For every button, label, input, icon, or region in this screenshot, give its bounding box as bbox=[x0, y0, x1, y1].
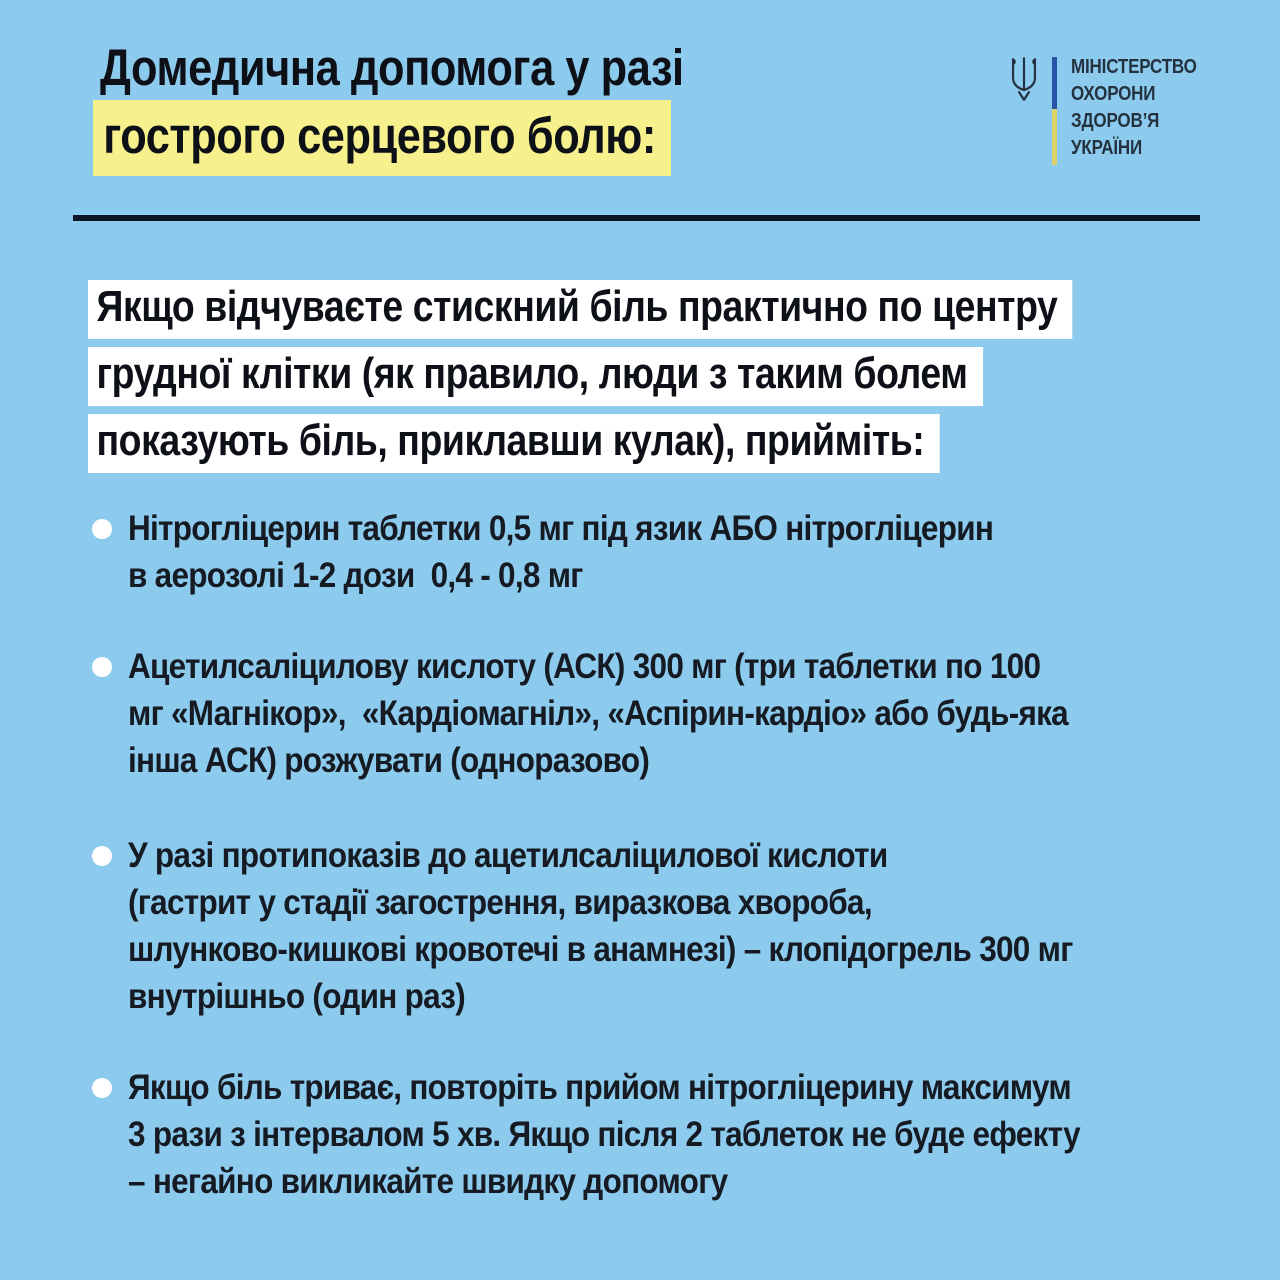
intro-text bbox=[88, 280, 1246, 481]
page-title-line-1 bbox=[100, 40, 787, 96]
trident-icon bbox=[1006, 56, 1042, 102]
logo-text-line: МІНІСТЕРСТВО bbox=[1071, 56, 1197, 78]
bullet-dot-icon bbox=[92, 657, 112, 677]
page-title-line-1-text: Домедична допомога у разі bbox=[100, 39, 684, 96]
logo-text-line: ЗДОРОВ’Я bbox=[1071, 110, 1160, 132]
logo-text bbox=[1071, 54, 1219, 165]
list-item-text: Ацетилсаліцилову кислоту (АСК) 300 мг (три таблетки по 100 мг «Магнікор», «Кардіомагніл», «Аспірин-кардіо» або будь-яка інша АСК) розжувати (одноразово) bbox=[128, 647, 1068, 780]
bullet-dot-icon bbox=[92, 1078, 112, 1098]
title-yellow-highlight: гострого серцевого болю: bbox=[93, 100, 671, 176]
logo-text-line: ОХОРОНИ bbox=[1071, 83, 1156, 105]
intro-line: грудної клітки (як правило, люди з таким болем bbox=[88, 347, 1246, 406]
intro-line: Якщо відчуваєте стискний біль практично по центру bbox=[88, 280, 1246, 339]
list-item-nitroglycerin bbox=[92, 505, 1212, 599]
logo-text-line: УКРАЇНИ bbox=[1071, 137, 1143, 159]
bullet-dot-icon bbox=[92, 519, 112, 539]
intro-line: показують біль, приклавши кулак), прийміть: bbox=[88, 414, 1246, 473]
list-item-text: Нітрогліцерин таблетки 0,5 мг під язик АБО нітрогліцерин в аерозолі 1-2 дози 0,4 - 0,8 мг bbox=[128, 509, 994, 595]
list-item-text: У разі протипоказів до ацетилсаліцилової кислоти (гастрит у стадії загострення, виразкова хвороба, шлунково-кишкові кровотечі в анамнезі) – клопідогрель 300 мг внутрішньо (один раз) bbox=[128, 836, 1073, 1016]
bullet-dot-icon bbox=[92, 846, 112, 866]
list-item-text: Якщо біль триває, повторіть прийом нітрогліцерину максимум 3 рази з інтервалом 5 хв. Якщо після 2 таблеток не буде ефекту – негайно викликайте швидку допомогу bbox=[128, 1068, 1080, 1201]
page-title bbox=[100, 39, 787, 164]
moz-ukraine-logo bbox=[1006, 52, 1219, 165]
list-item-clopidogrel bbox=[92, 832, 1212, 1020]
list-item-aspirin bbox=[92, 643, 1212, 784]
logo-divider-bar bbox=[1052, 57, 1057, 165]
first-aid-list bbox=[92, 505, 1212, 1205]
header-divider bbox=[73, 215, 1200, 221]
list-item-repeat-call-ambulance bbox=[92, 1064, 1212, 1205]
page-title-line-2 bbox=[93, 100, 773, 176]
